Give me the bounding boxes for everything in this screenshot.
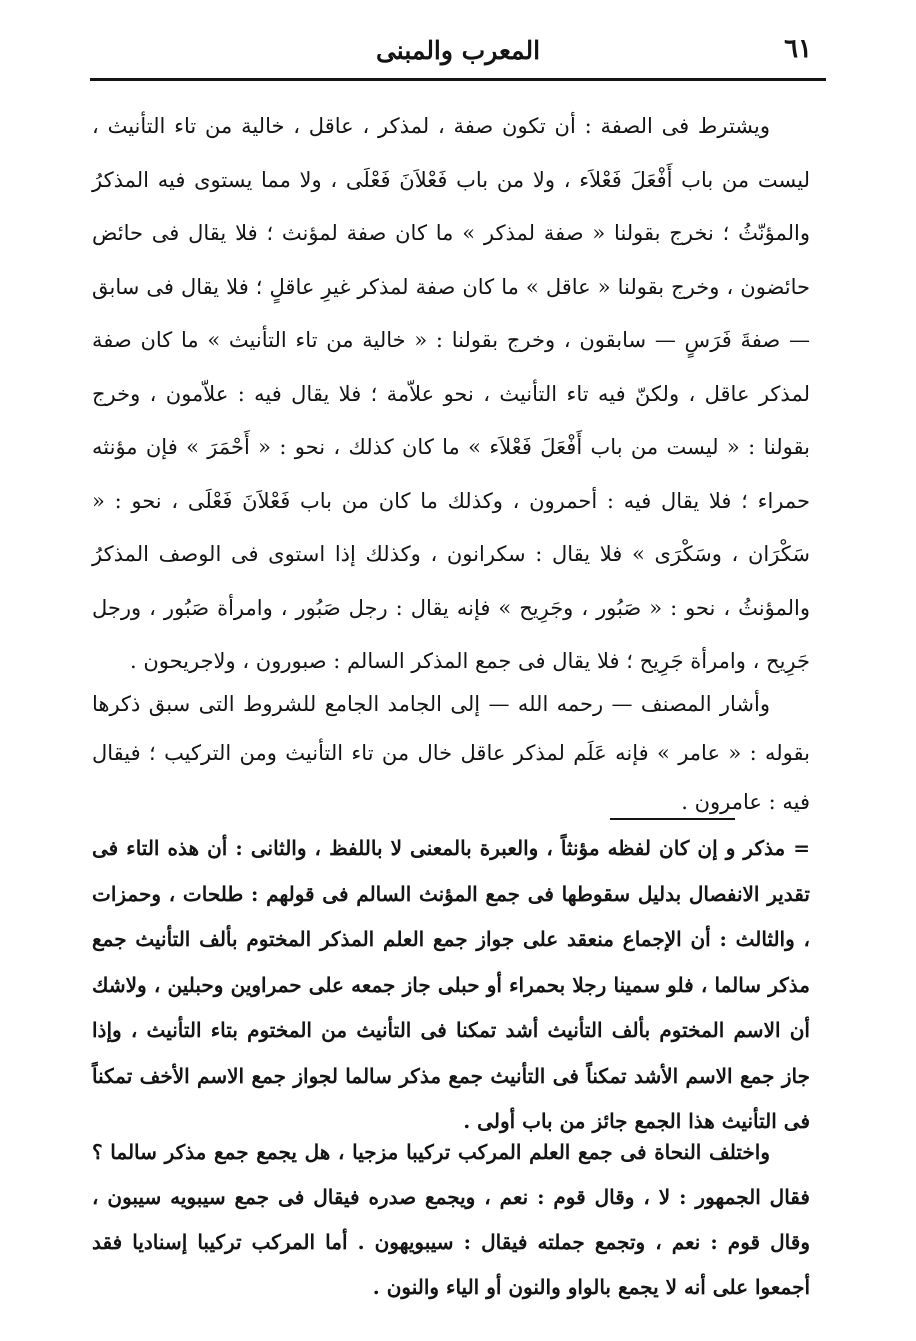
running-title: المعرب والمبنى <box>375 36 541 65</box>
page-number: ٦١ <box>784 34 812 64</box>
second-paragraph-text: وأشار المصنف — رحمه الله — إلى الجامد الجامع للشروط التى سبق ذكرها بقوله : « عامر » فإنه عَلَم لمذكر عاقل خال من تاء التأنيث ومن التركيب ؛ فيقال فيه : عامرون . <box>92 692 810 814</box>
footnote-paragraph <box>92 826 810 1145</box>
main-paragraph <box>92 100 810 689</box>
footnote-paragraph-2 <box>92 1130 810 1310</box>
footnote-text-2: واختلف النحاة فى جمع العلم المركب تركيبا مزجيا ، هل يجمع جمع مذكر سالما ؟ فقال الجمهور : لا ، وقال قوم : نعم ، ويجمع صدره فيقال فى جمع سيبويه سيبون ، وقال قوم : نعم ، وتجمع جملته فيقال : سيبويهون . أما المركب تركيبا إسناديا فقد أجمعوا على أنه لا يجمع بالواو والنون أو الياء والنون . <box>92 1140 810 1299</box>
footnote-separator <box>610 818 735 820</box>
running-header <box>90 30 826 74</box>
main-paragraph-text: ويشترط فى الصفة : أن تكون صفة ، لمذكر ، عاقل ، خالية من تاء التأنيث ، ليست من باب أَفْعَلَ فَعْلاَء ، ولا من باب فَعْلاَنَ فَعْلَى ، ولا مما يستوى فيه المذكرُ والمؤنّثُ ؛ نخرج بقولنا « صفة لمذكر » ما كان صفة لمؤنث ؛ فلا يقال فى حائض حائضون ، وخرج بقولنا « عاقل » ما كان صفة لمذكر غيرِ عاقلٍ ؛ فلا يقال فى سابق — صفةَ فَرَسٍ — سابقون ، وخرج بقولنا : « خالية من تاء التأنيث » ما كان صفة لمذكر عاقل ، ولكنّ فيه تاء التأنيث ، نحو علاّمة ؛ فلا يقال فيه : علاّمون ، وخرج بقولنا : « ليست من باب أَفْعَلَ فَعْلاَء » ما كان كذلك ، نحو : « أَحْمَرَ » فإن مؤنثه حمراء ؛ فلا يقال فيه : أحمرون ، وكذلك ما كان من باب فَعْلاَنَ فَعْلَى ، نحو : « سَكْرَان ، وسَكْرَى » فلا يقال : سكرانون ، وكذلك إذا استوى فى الوصف المذكرُ والمؤنثُ ، نحو : « صَبُور ، وجَرِيح » فإنه يقال : رجل صَبُور ، وامرأة صَبُور ، ورجل جَرِيح ، وامرأة جَرِيح ؛ فلا يقال فى جمع المذكر السالم : صبورون ، ولاجريحون . <box>92 114 810 673</box>
footnote-text: = مذكر و إن كان لفظه مؤنثاً ، والعبرة بالمعنى لا باللفظ ، والثانى : أن هذه التاء فى تقدير الانفصال بدليل سقوطها فى جمع المؤنث السالم فى قولهم : طلحات ، وحمزات ، والثالث : أن الإجماع منعقد على جواز جمع العلم المذكر المختوم بألف التأنيث جمع مذكر سالما ، فلو سمينا رجلا بحمراء أو حبلى جاز جمعه على حمراوين وحبلين ، ولاشك أن الاسم المختوم بألف التأنيث أشد تمكنا فى التأنيث من المختوم بتاء التأنيث ، وإذا جاز جمع الاسم الأشد تمكناً فى التأنيث جمع مذكر سالما لجواز جمع الاسم الأخف تمكناً فى التأنيث هذا الجمع جائز من باب أولى . <box>92 836 810 1133</box>
second-paragraph <box>92 680 810 827</box>
header-rule <box>90 78 826 81</box>
